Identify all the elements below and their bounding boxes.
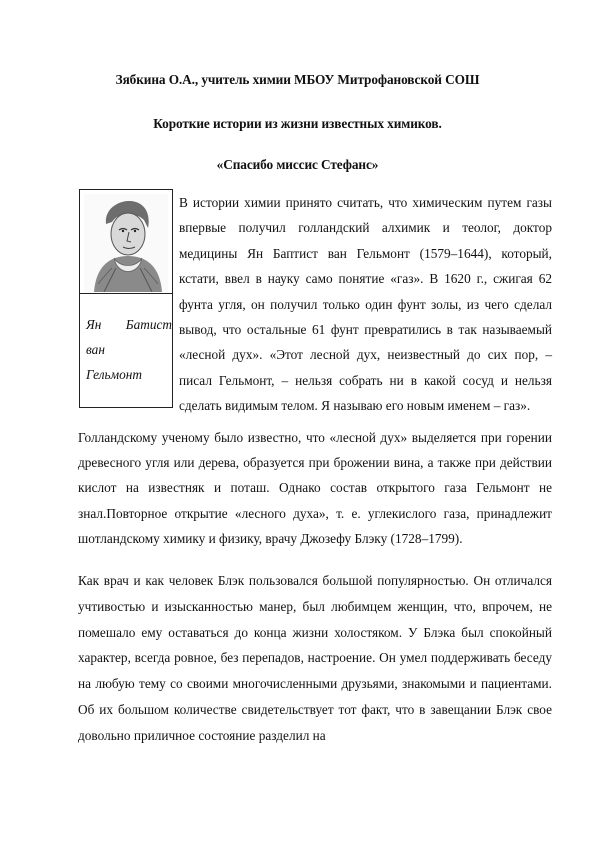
caption-line-1	[86, 312, 172, 337]
paragraph-black: Как врач и как человек Блэк пользовался большой популярностью. Он отличался учтивостью и изысканностью манер, был любимцем женщин, что, впрочем, не помешало ему оставаться до конца жизни холостяком. У Блэка был спокойный характер, всегда ровное, без перепадов, настроение. Он умел поддерживать беседу на любую тему со своими многочисленными друзьями, знакомыми и пациентами. Об их большом количестве свидетельствует тот факт, что в завещании Блэк свое довольно приличное состояние разделил на	[78, 573, 552, 743]
document-subtitle: Короткие истории из жизни известных химиков.	[153, 116, 442, 131]
paragraph-beside-portrait: В истории химии принято считать, что химическим путем газы впервые получил голландский алхимик и теолог, доктор медицины Ян Баптист ван Гельмонт (1579–1644), который, кстати, ввел в науку само понятие «газ». В 1620 г., сжигая 62 фунта угля, он получил только один фунт золы, из чего сделал вывод, что остальные 61 фунт превратились в так называемый «лесной дух». «Этот лесной дух, неизвестный до сих пор, – писал Гельмонт, – нельзя собрать ни в какой сосуд и нельзя сделать видимым телом. Я называю его новым именем – газ».	[179, 195, 552, 414]
story-title: «Спасибо миссис Стефанс»	[216, 157, 379, 172]
paragraph-continued: Голландскому ученому было известно, что «лесной дух» выделяется при горении древесного угля или дерева, образуется при брожении вина, а также при действии кислот на известняк и поташ. Однако состав открытого газа Гельмонт не знал.Повторное открытие «лесного духа», т. е. углекислого газа, принадлежит шотландскому химику и физику, врачу Джозефу Блэку (1728–1799).	[78, 430, 552, 546]
portrait-engraving-icon	[84, 194, 168, 292]
portrait-frame	[79, 189, 173, 408]
caption-line-2: ван	[86, 342, 105, 357]
portrait-divider	[80, 293, 172, 294]
caption-first-name: Ян	[86, 317, 102, 332]
author-line: Зябкина О.А., учитель химии МБОУ Митрофановской СОШ	[115, 72, 480, 87]
caption-middle-name: Батист	[125, 317, 172, 332]
portrait-caption	[86, 312, 172, 387]
caption-line-3: Гельмонт	[86, 367, 142, 382]
